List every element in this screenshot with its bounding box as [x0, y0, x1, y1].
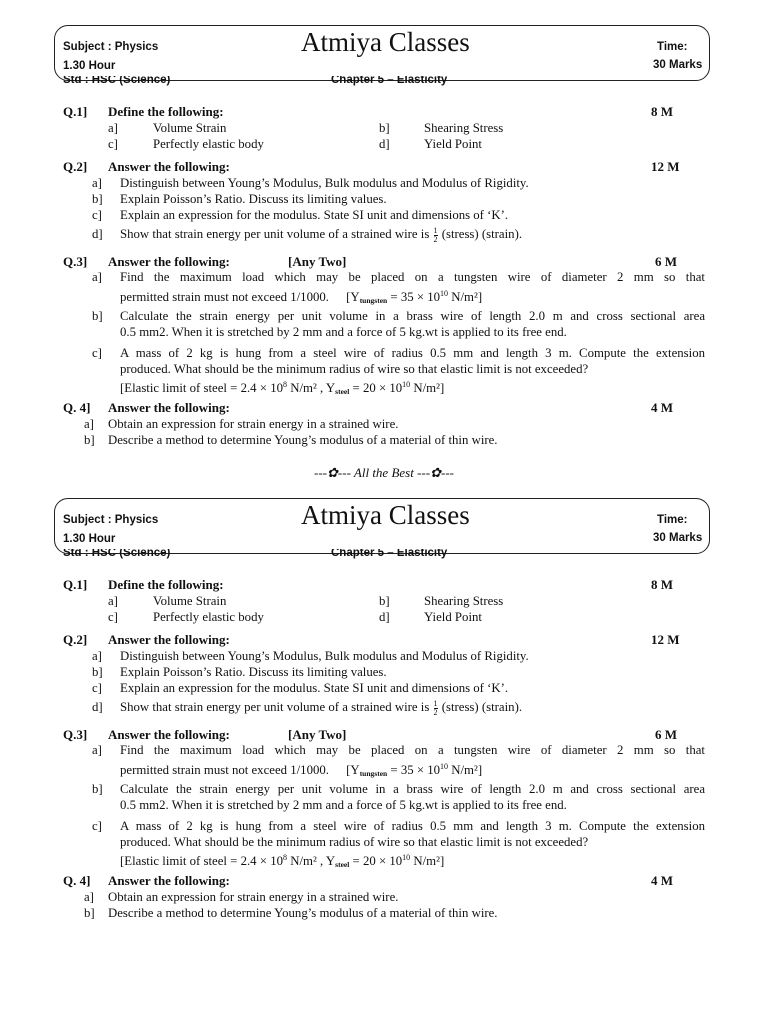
formula-part: [Elastic limit of steel = 2.4 × 10: [120, 854, 283, 868]
half-fraction: [434, 700, 438, 717]
formula-superscript: 10: [440, 761, 449, 771]
formula-subscript: tungsten: [359, 295, 388, 305]
item-text-line2: 0.5 mm2. When it is stretched by 2 mm and a force of 5 kg.wt is applied to its free end.: [120, 324, 567, 339]
std-label: Std : HSC (Science): [63, 76, 171, 86]
item-label: a]: [84, 417, 94, 431]
item-label: c]: [92, 208, 102, 222]
formula-part: N/m² , Y: [287, 381, 336, 395]
item-text-line1: Calculate the strain energy per unit volume in a brass wire of length 2.0 m and cross sectional area: [120, 782, 705, 796]
formula-part: = 35 × 10: [387, 289, 441, 304]
steel-formula: [120, 854, 444, 868]
item-label: a]: [92, 270, 102, 284]
item-label: d]: [92, 700, 103, 714]
question-marks: 8 M: [651, 577, 674, 592]
item-label: b]: [84, 906, 95, 920]
item-text-block: [120, 270, 705, 308]
dashes-left: ---: [314, 465, 327, 480]
formula-part: = 20 × 10: [349, 381, 403, 395]
std-chapter-line: [63, 549, 463, 561]
item-text: Explain Poisson’s Ratio. Discuss its limiting values.: [120, 192, 387, 206]
steel-formula: [120, 381, 444, 395]
item-label: a]: [108, 594, 118, 608]
item-text-line2: produced. What should be the minimum radius of wire so that elastic limit is not exceeded?: [120, 834, 589, 849]
time-label: Time:: [657, 514, 688, 526]
tungsten-formula: [346, 290, 482, 304]
item-label: b]: [92, 665, 103, 679]
fraction-numerator: 1: [433, 699, 438, 708]
question-marks: 4 M: [651, 400, 674, 415]
question-marks: 6 M: [655, 727, 678, 742]
item-text: Shearing Stress: [424, 594, 504, 608]
item-label: c]: [92, 819, 102, 833]
item-label: d]: [379, 137, 390, 151]
formula-subscript: steel: [335, 387, 350, 396]
duration-label: 1.30 Hour: [63, 533, 116, 545]
item-text-line1: Calculate the strain energy per unit volume in a brass wire of length 2.0 m and cross sectional area: [120, 309, 705, 323]
item-text-block: [120, 743, 705, 781]
total-marks: 30 Marks: [653, 59, 703, 71]
page-title: Atmiya Classes: [301, 500, 470, 530]
item-text-block: [120, 819, 705, 873]
formula-subscript: steel: [335, 860, 350, 869]
item-text-line: [120, 227, 522, 244]
item-label: d]: [379, 610, 390, 624]
question-paper-copy-2: [0, 473, 768, 943]
formula-part: N/m²]: [410, 854, 445, 868]
formula-superscript: 10: [440, 288, 449, 298]
formula-part: N/m²]: [410, 381, 445, 395]
question-paper-copy-1: [0, 0, 768, 470]
item-text: Volume Strain: [153, 594, 227, 608]
half-fraction: [434, 227, 438, 244]
fraction-numerator: 1: [433, 226, 438, 235]
question-note: [Any Two]: [288, 254, 347, 269]
std-chapter-line: [63, 76, 463, 88]
std-label: Std : HSC (Science): [63, 549, 171, 559]
formula-part: [Y: [346, 762, 360, 777]
item-text: Yield Point: [424, 137, 482, 151]
item-text: Explain Poisson’s Ratio. Discuss its limiting values.: [120, 665, 387, 679]
time-label: Time:: [657, 41, 688, 53]
tungsten-formula: [346, 763, 482, 777]
formula-superscript: 10: [402, 380, 411, 389]
item-text-tail: (stress) (strain).: [441, 700, 523, 714]
subject-label: Subject : Physics: [63, 514, 159, 526]
item-label: c]: [92, 681, 102, 695]
item-text: Perfectly elastic body: [153, 137, 264, 151]
formula-part: N/m²]: [448, 289, 483, 304]
formula-part: [Y: [346, 289, 360, 304]
item-label: c]: [108, 610, 118, 624]
question-heading: Answer the following:: [108, 400, 230, 415]
fraction-denominator: 2: [433, 235, 438, 244]
question-heading: Define the following:: [108, 104, 224, 119]
item-text-line1: A mass of 2 kg is hung from a steel wire of radius 0.5 mm and length 3 m. Compute the extension: [120, 819, 705, 833]
question-heading: Answer the following:: [108, 632, 230, 647]
item-label: b]: [92, 192, 103, 206]
question-number: Q.3]: [63, 254, 88, 269]
item-text: Obtain an expression for strain energy in a strained wire.: [108, 417, 399, 431]
item-text-line: [120, 700, 522, 717]
item-text: Shearing Stress: [424, 121, 504, 135]
item-text-line2: 0.5 mm2. When it is stretched by 2 mm and a force of 5 kg.wt is applied to its free end.: [120, 797, 567, 812]
chapter-label: Chapter 5 – Elasticity: [331, 76, 448, 86]
formula-part: N/m²]: [448, 762, 483, 777]
item-text-line1: Find the maximum load which may be placed on a tungsten wire of diameter 2 mm so that: [120, 743, 705, 757]
item-text-line1: Find the maximum load which may be placed on a tungsten wire of diameter 2 mm so that: [120, 270, 705, 284]
question-heading: Answer the following:: [108, 159, 230, 174]
formula-subscript: tungsten: [359, 768, 388, 778]
question-marks: 8 M: [651, 104, 674, 119]
item-text-block: [120, 782, 705, 813]
question-marks: 12 M: [651, 159, 680, 174]
item-label: a]: [84, 890, 94, 904]
question-heading: Answer the following:: [108, 727, 230, 742]
question-number: Q.1]: [63, 104, 88, 119]
item-label: a]: [92, 743, 102, 757]
formula-part: = 35 × 10: [387, 762, 441, 777]
item-text: Describe a method to determine Young’s modulus of a material of thin wire.: [108, 433, 498, 447]
footer-text: --- All the Best ---: [337, 465, 431, 480]
question-heading: Define the following:: [108, 577, 224, 592]
item-text: Explain an expression for the modulus. State SI unit and dimensions of ‘K’.: [120, 681, 509, 695]
formula-part: = 20 × 10: [349, 854, 403, 868]
item-text: Explain an expression for the modulus. State SI unit and dimensions of ‘K’.: [120, 208, 509, 222]
question-number: Q.3]: [63, 727, 88, 742]
question-marks: 6 M: [655, 254, 678, 269]
item-text: Obtain an expression for strain energy in a strained wire.: [108, 890, 399, 904]
item-label: b]: [379, 594, 390, 608]
formula-superscript: 8: [283, 853, 287, 862]
item-text-line2: permitted strain must not exceed 1/1000.: [120, 762, 329, 777]
dashes-right: ---: [440, 465, 454, 480]
question-marks: 12 M: [651, 632, 680, 647]
item-text: Volume Strain: [153, 121, 227, 135]
item-text: Distinguish between Young’s Modulus, Bulk modulus and Modulus of Rigidity.: [120, 176, 529, 190]
item-text-block: [120, 346, 705, 400]
item-label: c]: [92, 346, 102, 360]
item-label: a]: [92, 176, 102, 190]
formula-superscript: 10: [402, 853, 411, 862]
item-text: Show that strain energy per unit volume of a strained wire is: [120, 227, 430, 241]
question-number: Q. 4]: [63, 400, 91, 415]
question-number: Q.2]: [63, 632, 88, 647]
question-number: Q. 4]: [63, 873, 91, 888]
item-text: Show that strain energy per unit volume of a strained wire is: [120, 700, 430, 714]
fraction-denominator: 2: [433, 708, 438, 717]
item-text-line2: permitted strain must not exceed 1/1000.: [120, 289, 329, 304]
item-text-block: [120, 309, 705, 340]
subject-label: Subject : Physics: [63, 41, 159, 53]
total-marks: 30 Marks: [653, 532, 703, 544]
flower-icon: ✿: [430, 465, 441, 480]
page-title: Atmiya Classes: [301, 27, 470, 57]
item-label: c]: [108, 137, 118, 151]
item-label: a]: [108, 121, 118, 135]
formula-part: [Elastic limit of steel = 2.4 × 10: [120, 381, 283, 395]
item-text-line1: A mass of 2 kg is hung from a steel wire of radius 0.5 mm and length 3 m. Compute the extension: [120, 346, 705, 360]
flower-icon: ✿: [327, 465, 338, 480]
item-text-line2: produced. What should be the minimum radius of wire so that elastic limit is not exceeded?: [120, 361, 589, 376]
item-label: b]: [92, 309, 103, 323]
question-heading: Answer the following:: [108, 873, 230, 888]
item-label: b]: [379, 121, 390, 135]
chapter-label: Chapter 5 – Elasticity: [331, 549, 448, 559]
question-number: Q.2]: [63, 159, 88, 174]
item-label: d]: [92, 227, 103, 241]
item-text: Yield Point: [424, 610, 482, 624]
question-number: Q.1]: [63, 577, 88, 592]
formula-superscript: 8: [283, 380, 287, 389]
question-heading: Answer the following:: [108, 254, 230, 269]
item-text: Distinguish between Young’s Modulus, Bulk modulus and Modulus of Rigidity.: [120, 649, 529, 663]
formula-part: N/m² , Y: [287, 854, 336, 868]
item-label: a]: [92, 649, 102, 663]
item-text-tail: (stress) (strain).: [441, 227, 523, 241]
question-marks: 4 M: [651, 873, 674, 888]
item-label: b]: [84, 433, 95, 447]
item-label: b]: [92, 782, 103, 796]
duration-label: 1.30 Hour: [63, 60, 116, 72]
item-text: Describe a method to determine Young’s modulus of a material of thin wire.: [108, 906, 498, 920]
question-note: [Any Two]: [288, 727, 347, 742]
item-text: Perfectly elastic body: [153, 610, 264, 624]
